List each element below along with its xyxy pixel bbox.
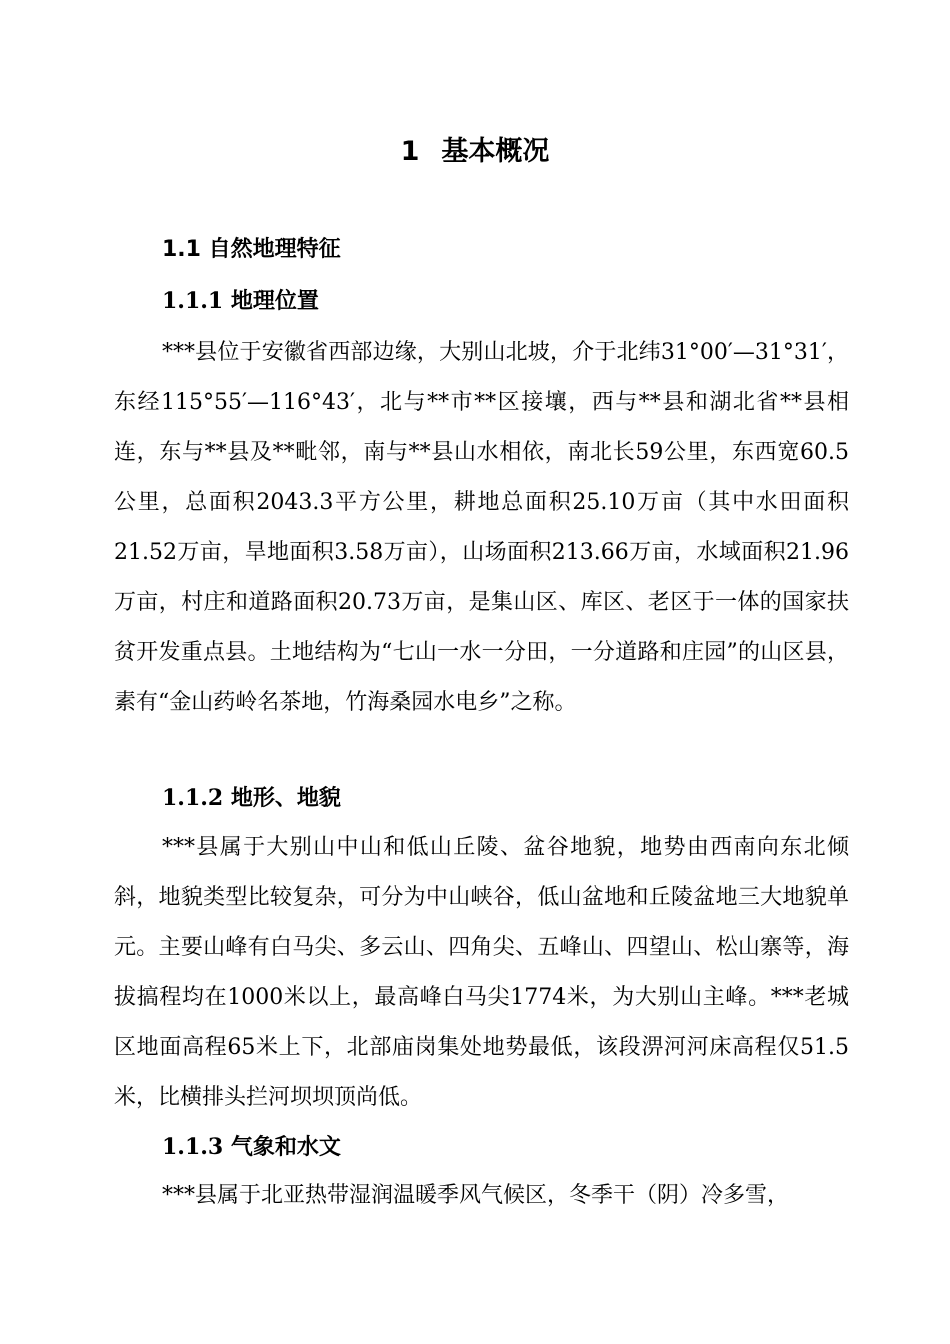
subsection-heading-climate: 1.1.3 气象和水文: [162, 1134, 341, 1160]
chapter-title: [0, 128, 950, 176]
subsection-heading-terrain: 1.1.2 地形、地貌: [162, 785, 341, 811]
subsection-heading-location: 1.1.1 地理位置: [162, 288, 319, 314]
chapter-number: 1: [400, 136, 420, 167]
paragraph-climate: ***县属于北亚热带湿润温暖季风气候区，冬季干（阴）冷多雪，: [162, 1183, 790, 1208]
paragraph-location: ***县位于安徽省西部边缘，大别山北坡，介于北纬31°00′—31°31′，东经115°55′—116°43′，北与**市**区接壤，西与**县和湖北省**县相连，东与**县及**毗邻，南与**县山水相依，南北长59公里，东西宽60.5公里，总面积2043.3平方公里，耕地总面积25.10万亩（其中水田面积21.52万亩，旱地面积3.58万亩），山场面积213.66万亩，水域面积21.96万亩，村庄和道路面积20.73万亩，是集山区、库区、老区于一体的国家扶贫开发重点县。土地结构为“七山一水一分田，一分道路和庄园”的山区县，素有“金山药岭名茶地，竹海桑园水电乡”之称。: [114, 340, 849, 715]
section-title: 1.1 自然地理特征: [162, 237, 341, 262]
paragraph-terrain: ***县属于大别山中山和低山丘陵、盆谷地貌，地势由西南向东北倾斜，地貌类型比较复杂，可分为中山峡谷，低山盆地和丘陵盆地三大地貌单元。主要山峰有白马尖、多云山、四角尖、五峰山、四望山、松山寨等，海拔搞程均在1000米以上，最高峰白马尖1774米，为大别山主峰。***老城区地面高程65米上下，北部庙岗集处地势最低，该段淠河河床高程仅51.5米，比横排头拦河坝坝顶尚低。: [114, 835, 849, 1110]
chapter-title-text: 基本概况: [441, 136, 550, 167]
